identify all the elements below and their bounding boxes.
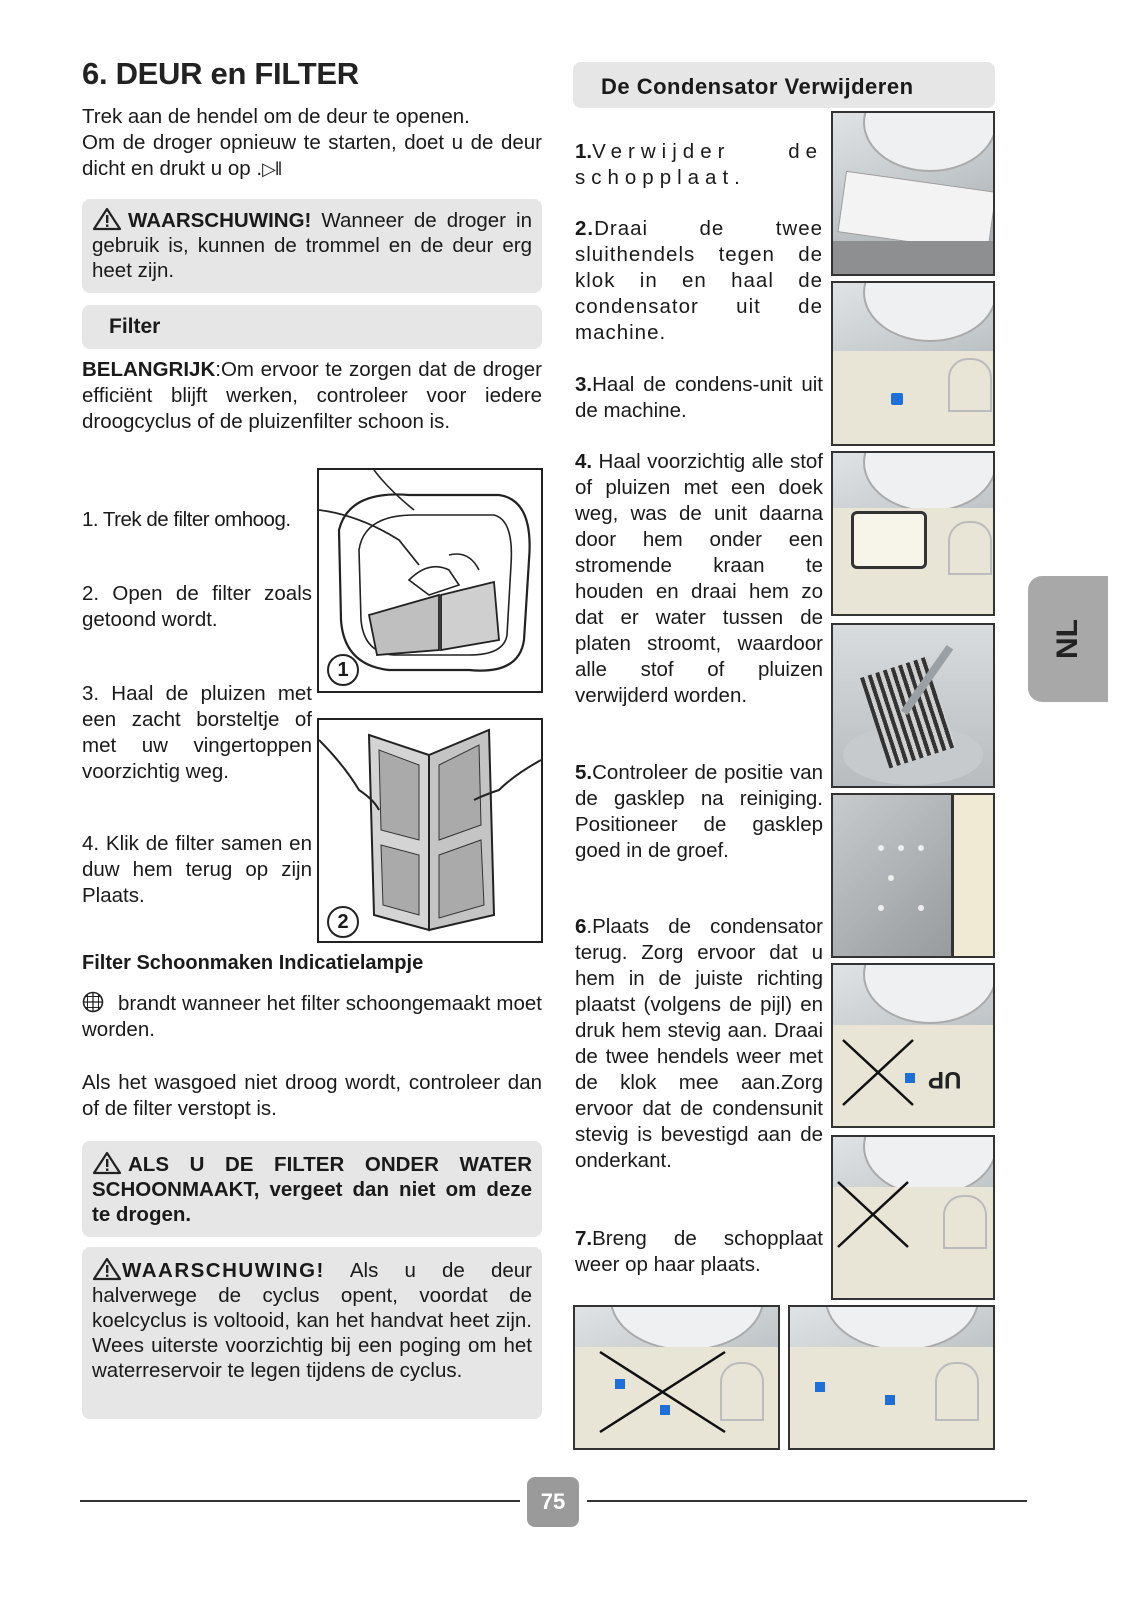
filter-step-4: 4. Klik de filter samen en duw hem terug op zijn Plaats. (82, 832, 312, 907)
photo-secure-condenser (831, 1135, 995, 1300)
filter-header-label: Filter (109, 315, 161, 338)
condenser-step-4: 4. Haal voorzichtig alle stof of pluizen met een doek weg, was de unit daarna door hem onder een stromende kraan te houden en draai hem zo dat er water tussen de platen stroomt, waardoor alle stof of pluizen verwijderd worden. (575, 450, 823, 707)
filter-step-2: 2. Open de filter zoals getoond wordt. (82, 582, 312, 631)
indicator-title: Filter Schoonmaken Indicatielampje (82, 952, 424, 974)
warning-handle-text: Als u de deur halverwege de cyclus opent, voordat de koelcyclus is voltooid, kan het handvat heet zijn. Wees uiterste voorzichtig bij een poging om het waterreservoir te legen tijdens de cyclus. (92, 1259, 532, 1382)
language-tab-label: NL (1051, 619, 1084, 659)
warning-box-water (82, 1141, 542, 1237)
important-label: BELANGRIJK (82, 358, 216, 381)
filter-section-header (82, 305, 542, 349)
photo-rinse-condenser (831, 623, 995, 788)
figure-number-2: 2 (327, 906, 359, 938)
start-pause-icon: ▷‖ (262, 159, 282, 179)
photo-replace-condenser (831, 963, 995, 1128)
filter-step-3: 3. Haal de pluizen met een zacht borsteltje of met uw vingertoppen voorzichtig weg. (82, 682, 312, 783)
warning-triangle-icon (92, 1151, 122, 1175)
language-tab (1028, 576, 1108, 702)
indicator-text (82, 991, 542, 1043)
photo-remove-condenser (831, 451, 995, 616)
condenser-section-header (573, 62, 995, 108)
warning-box-handle (82, 1247, 542, 1419)
condenser-step-5: 5.Controleer de positie van de gasklep na reiniging. Positioneer de gasklep goed in de groef. (575, 761, 823, 862)
warning-water-text: ALS U DE FILTER ONDER WATER SCHOONMAAKT, vergeet dan niet om deze te drogen. (92, 1153, 532, 1226)
condenser-header-label: De Condensator Verwijderen (601, 74, 914, 99)
photo-turn-levers (831, 281, 995, 446)
photo-gas-flap (831, 793, 995, 958)
condenser-step-1: 1.Verwijder de schopplaat. (575, 140, 823, 189)
warning-label: WAARSCHUWING! (128, 209, 312, 232)
warning-triangle-icon (92, 207, 122, 231)
condenser-step-7: 7.Breng de schopplaat weer op haar plaats. (575, 1227, 823, 1276)
footer-rule-right (587, 1500, 1027, 1502)
photo-remove-kickplate (831, 111, 995, 276)
footer-rule-left (80, 1500, 520, 1502)
intro-text (82, 104, 542, 182)
figure-number-1: 1 (327, 654, 359, 686)
not-dry-text: Als het wasgoed niet droog wordt, controleer dan of de filter verstopt is. (82, 1071, 542, 1120)
page-title: 6. DEUR en FILTER (82, 56, 359, 91)
page-number: 75 (527, 1477, 579, 1527)
warning-triangle-icon (92, 1257, 122, 1281)
condenser-step-6: 6.Plaats de condensator terug. Zorg ervoor dat u hem in de juiste richting plaatst (volgens de pijl) en druk hem stevig aan. Draai de twee hendels weer met de klok mee aan.Zorg ervoor dat de condensunit stevig is bevestigd aan de onderkant. (575, 915, 823, 1172)
warning-label: WAARSCHUWING! (122, 1259, 325, 1282)
important-text: :Om ervoor te zorgen dat de droger efficiënt blijft werken, controleer voor iedere droogcyclus of de pluizenfilter schoon is. (82, 358, 542, 433)
indicator-description: brandt wanneer het filter schoongemaakt moet worden. (82, 992, 542, 1041)
warning-box-hot (82, 199, 542, 293)
filter-open-illustration (317, 718, 543, 943)
intro-line-2: Om de droger opnieuw te starten, doet u de deur dicht en drukt u op .▷‖ (82, 131, 542, 180)
condenser-step-3: 3.Haal de condens-unit uit de machine. (575, 373, 823, 422)
important-note (82, 357, 542, 435)
intro-line-1: Trek aan de hendel om de deur te openen. (82, 105, 470, 128)
photo-wrong-position (573, 1305, 780, 1450)
filter-remove-illustration (317, 468, 543, 693)
filter-step-1: 1. Trek de filter omhoog. (82, 508, 291, 531)
condenser-step-2: 2.Draai de twee sluithendels tegen de klok in en haal de condensator uit de machine. (575, 217, 823, 344)
filter-indicator-icon (82, 991, 104, 1013)
up-arrow-label: UP (928, 1066, 962, 1093)
warning-text: Wanneer de droger in gebruik is, kunnen de trommel en de deur erg heet zijn. (92, 209, 532, 282)
photo-correct-position (788, 1305, 995, 1450)
